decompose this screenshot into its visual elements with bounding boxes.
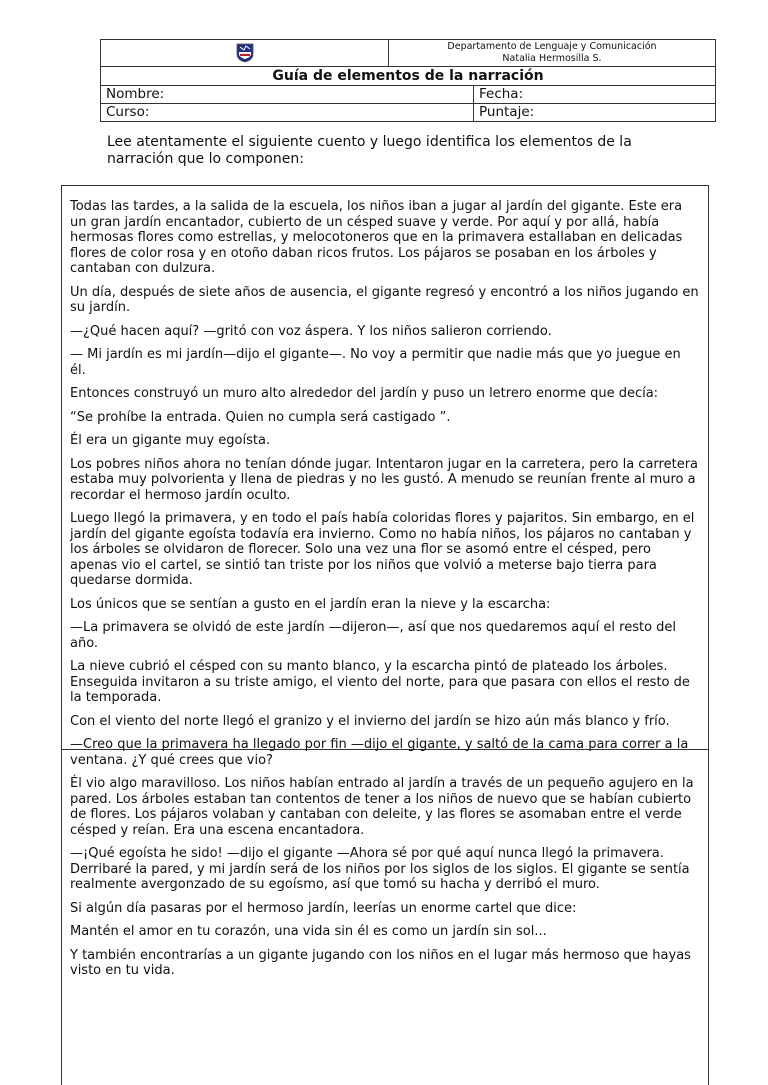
story-paragraph: Todas las tardes, a la salida de la escuela, los niños iban a jugar al jardín del gigante. Este era un gran jardín encantador, cubierto de un césped suave y verde. Por aquí y por allá, había hermosas flores como estrellas, y melocotoneros que en la primavera estallaban en delicadas flores de color rosa y en otoño daban ricos frutos. Los pájaros se posaban en los árboles y cantaban con dulzura. bbox=[70, 199, 683, 276]
header-table bbox=[100, 39, 716, 122]
puntaje-field[interactable]: Puntaje: bbox=[479, 104, 535, 120]
story-paragraph: Los pobres niños ahora no tenían dónde jugar. Intentaron jugar en la carretera, pero la carretera estaba muy polvorienta y llena de piedras y no les gustó. A menudo se reunían frente al muro a recordar el hermoso jardín oculto. bbox=[70, 456, 699, 503]
header-top-row bbox=[101, 40, 715, 67]
story-paragraph: “Se prohíbe la entrada. Quien no cumpla será castigado ”. bbox=[70, 409, 451, 425]
teacher-name: Natalia Hermosilla S. bbox=[502, 53, 602, 64]
story-paragraph: — Mi jardín es mi jardín—dijo el gigante—. No voy a permitir que nadie más que yo juegue en él. bbox=[70, 347, 681, 378]
curso-field[interactable]: Curso: bbox=[101, 104, 474, 121]
fecha-field[interactable]: Fecha: bbox=[479, 86, 524, 102]
story-paragraph: Los únicos que se sentían a gusto en el jardín eran la nieve y la escarcha: bbox=[70, 596, 551, 612]
guide-title: Guía de elementos de la narración bbox=[101, 67, 715, 86]
header-row-name bbox=[101, 86, 715, 104]
story-paragraph: Mantén el amor en tu corazón, una vida sin él es como un jardín sin sol... bbox=[70, 924, 547, 939]
story-paragraph: Con el viento del norte llegó el granizo y el invierno del jardín se hizo aún más blanco y frío. bbox=[70, 713, 670, 729]
department-name: Departamento de Lenguaje y Comunicación bbox=[447, 41, 657, 52]
school-logo-cell bbox=[101, 40, 389, 66]
story-paragraph: Entonces construyó un muro alto alrededor del jardín y puso un letrero enorme que decía: bbox=[70, 386, 659, 401]
story-paragraph: —La primavera se olvidó de este jardín —dijeron—, así que nos quedaremos aquí el resto del año. bbox=[70, 620, 677, 651]
nombre-field[interactable]: Nombre: bbox=[101, 86, 474, 103]
story-paragraph: —¡Qué egoísta he sido! —dijo el gigante —Ahora sé por qué aquí nunca llegó la primavera. Derribaré la pared, y mi jardín será de los niños por los siglos de los siglos. El gigante se sentía realmente avergonzado de su egoísmo, así que tomó su hacha y derribó el muro. bbox=[70, 846, 690, 892]
instructions: Lee atentamente el siguiente cuento y luego identifica los elementos de la narración que lo componen: bbox=[107, 134, 632, 167]
story-paragraph: La nieve cubrió el césped con su manto blanco, y la escarcha pintó de plateado los árboles. Enseguida invitaron a su triste amigo, el viento del norte, para que pasara con ellos el resto de la temporada. bbox=[70, 659, 690, 705]
story-paragraph: Un día, después de siete años de ausencia, el gigante regresó y encontró a los niños jugando en su jardín. bbox=[70, 284, 699, 315]
story-paragraph: Él vio algo maravilloso. Los niños habían entrado al jardín a través de un pequeño agujero en la pared. Los árboles estaban tan contentos de tener a los niños de nuevo que se habían cubierto de flores. Los pájaros volaban y cantaban con deleite, y las flores se asomaban entre el verde césped y reían. Era una escena encantadora. bbox=[70, 776, 694, 838]
story-paragraph: Él era un gigante muy egoísta. bbox=[70, 433, 271, 448]
story-paragraph: Si algún día pasaras por el hermoso jardín, leerías un enorme cartel que dice: bbox=[70, 900, 577, 916]
header-row-course bbox=[101, 104, 715, 121]
story-text bbox=[70, 199, 700, 987]
department-cell bbox=[389, 40, 715, 66]
story-paragraph: —Creo que la primavera ha llegado por fin —dijo el gigante, y saltó de la cama para correr a la ventana. ¿Y qué crees que vio? bbox=[70, 737, 689, 768]
story-paragraph: Luego llegó la primavera, y en todo el país había coloridas flores y pajaritos. Sin embargo, en el jardín del gigante egoísta todavía era invierno. Como no había niños, los pájaros no cantaban y los árboles se olvidaron de florecer. Solo una vez una flor se asomó entre el césped, pero apenas vio el cartel, se sintió tan triste por los niños que volvió a meterse bajo tierra para quedarse dormida. bbox=[70, 511, 695, 588]
school-crest-icon bbox=[235, 43, 255, 63]
story-paragraph: —¿Qué hacen aquí? —gritó con voz áspera. Y los niños salieron corriendo. bbox=[70, 323, 552, 339]
story-paragraph: Y también encontrarías a un gigante jugando con los niños en el lugar más hermoso que hayas visto en tu vida. bbox=[70, 947, 691, 978]
